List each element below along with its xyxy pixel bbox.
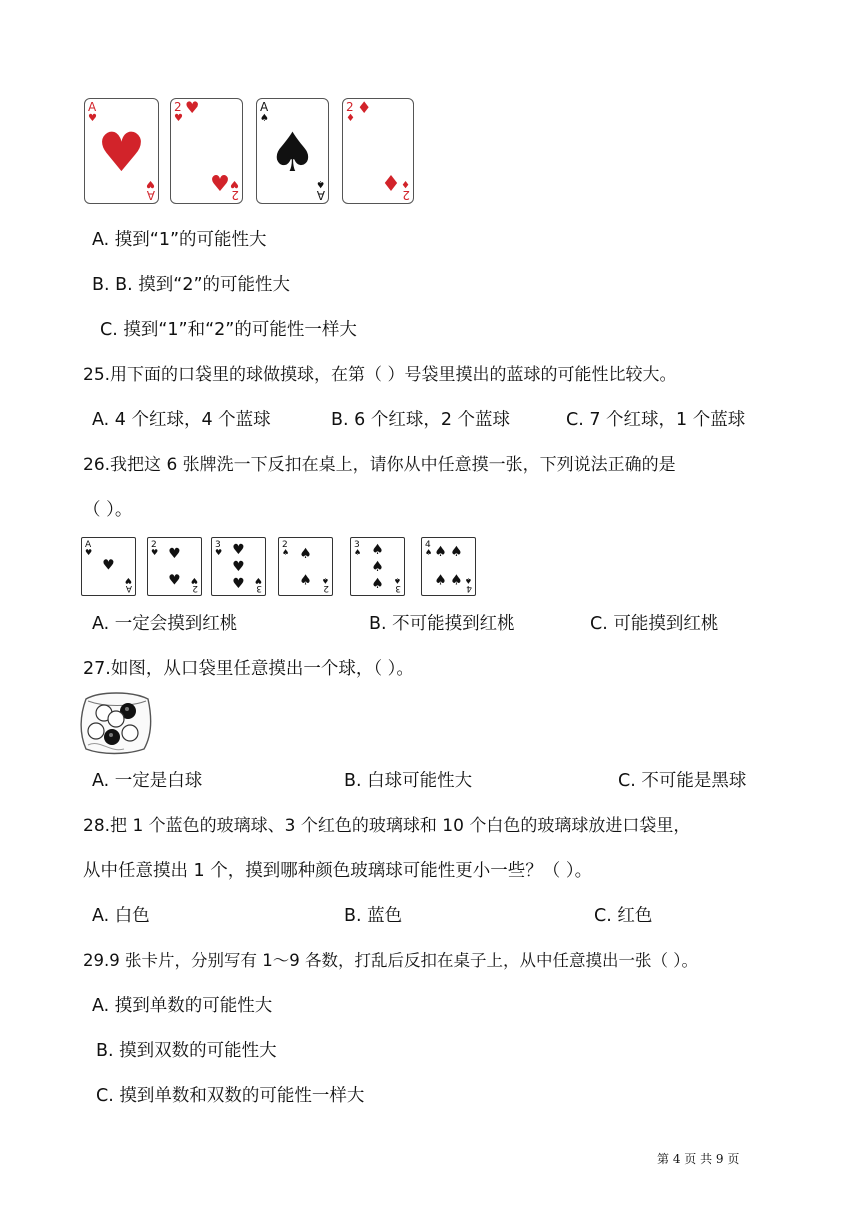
card-rank: 2 bbox=[323, 583, 329, 593]
spade-icon: ♠ bbox=[393, 576, 401, 585]
card-face bbox=[351, 538, 404, 595]
heart-icon: ♥ bbox=[124, 576, 132, 585]
heart-icon: ♥ bbox=[168, 545, 181, 562]
card-rank: 3 bbox=[395, 583, 401, 593]
q29-option-b: B. 摸到双数的可能性大 bbox=[96, 1041, 277, 1061]
q26-stem-line1: 26.我把这 6 张牌洗一下反扣在桌上，请你从中任意摸一张，下列说法正确的是 bbox=[83, 455, 676, 475]
playing-card bbox=[421, 537, 476, 596]
q26-stem-line2: （ ）。 bbox=[83, 500, 133, 520]
card-rank: A bbox=[88, 100, 97, 114]
diamond-icon: ♦ bbox=[346, 113, 355, 124]
card-rank: A bbox=[85, 540, 92, 550]
card-face bbox=[257, 99, 328, 203]
q27-option-a: A. 一定是白球 bbox=[92, 771, 203, 791]
playing-card bbox=[170, 98, 243, 204]
playing-card bbox=[211, 537, 266, 596]
card-face bbox=[212, 538, 265, 595]
card-face bbox=[82, 538, 135, 595]
q27-stem: 27.如图，从口袋里任意摸出一个球，（ ）。 bbox=[83, 659, 414, 679]
page-footer: 第 4 页 共 9 页 bbox=[657, 1152, 740, 1166]
card-rank: 2 bbox=[174, 100, 182, 114]
heart-icon: ♥ bbox=[232, 576, 245, 593]
card-face bbox=[148, 538, 201, 595]
diamond-icon: ♦ bbox=[381, 172, 401, 197]
spade-icon: ♠ bbox=[434, 572, 447, 589]
spade-icon: ♠ bbox=[434, 544, 447, 561]
spade-icon: ♠ bbox=[354, 548, 362, 557]
heart-icon: ♥ bbox=[230, 178, 239, 189]
q29-option-a: A. 摸到单数的可能性大 bbox=[92, 996, 273, 1016]
spade-icon: ♠ bbox=[371, 576, 384, 593]
card-rank: A bbox=[146, 188, 155, 202]
heart-icon: ♥ bbox=[88, 113, 97, 124]
diamond-icon: ♦ bbox=[357, 99, 372, 117]
spade-icon: ♠ bbox=[268, 121, 317, 184]
q28-option-a: A. 白色 bbox=[92, 906, 150, 926]
card-rank: 2 bbox=[231, 188, 239, 202]
card-rank: A bbox=[260, 100, 269, 114]
playing-card bbox=[342, 98, 414, 204]
heart-icon: ♥ bbox=[174, 113, 183, 124]
card-rank: 3 bbox=[215, 540, 221, 550]
card-rank: 3 bbox=[256, 583, 262, 593]
heart-icon: ♥ bbox=[232, 541, 245, 558]
playing-card bbox=[81, 537, 136, 596]
spade-icon: ♠ bbox=[282, 548, 290, 557]
card-rank: 2 bbox=[282, 540, 288, 550]
q24-option-c: C. 摸到“1”和“2”的可能性一样大 bbox=[100, 320, 357, 340]
spade-icon: ♠ bbox=[299, 572, 312, 589]
q28-option-c: C. 红色 bbox=[594, 906, 653, 926]
spade-icon: ♠ bbox=[464, 576, 472, 585]
q27-option-c: C. 不可能是黑球 bbox=[618, 771, 747, 791]
card-face bbox=[343, 99, 413, 203]
spade-icon: ♠ bbox=[371, 559, 384, 576]
q26-option-c: C. 可能摸到红桃 bbox=[590, 614, 719, 634]
card-rank: A bbox=[125, 583, 132, 593]
playing-card bbox=[278, 537, 333, 596]
q25-option-b: B. 6 个红球，2 个蓝球 bbox=[331, 410, 511, 430]
card-rank: 2 bbox=[346, 100, 354, 114]
card-rank: 2 bbox=[192, 583, 198, 593]
playing-card bbox=[256, 98, 329, 204]
card-rank: 4 bbox=[466, 583, 472, 593]
ball-bag-image bbox=[80, 691, 152, 755]
heart-icon: ♥ bbox=[254, 576, 262, 585]
q25-option-c: C. 7 个红球，1 个蓝球 bbox=[566, 410, 746, 430]
diamond-icon: ♦ bbox=[401, 178, 410, 189]
spade-icon: ♠ bbox=[450, 572, 463, 589]
q24-option-a: A. 摸到“1”的可能性大 bbox=[92, 230, 267, 250]
heart-icon: ♥ bbox=[151, 548, 159, 557]
heart-icon: ♥ bbox=[85, 548, 93, 557]
card-rank: 2 bbox=[402, 188, 410, 202]
spade-icon: ♠ bbox=[425, 548, 433, 557]
spade-icon: ♠ bbox=[316, 178, 325, 189]
heart-icon: ♥ bbox=[185, 99, 200, 117]
spade-icon: ♠ bbox=[299, 545, 312, 562]
heart-icon: ♥ bbox=[210, 172, 230, 197]
card-rank: 3 bbox=[354, 540, 360, 550]
card-face bbox=[279, 538, 332, 595]
q26-option-b: B. 不可能摸到红桃 bbox=[369, 614, 515, 634]
card-face bbox=[85, 99, 158, 203]
heart-icon: ♥ bbox=[97, 121, 146, 184]
heart-icon: ♥ bbox=[168, 572, 181, 589]
q28-stem-line2: 从中任意摸出 1 个，摸到哪种颜色玻璃球可能性更小一些？（ ）。 bbox=[83, 861, 593, 881]
card-face bbox=[422, 538, 475, 595]
q28-option-b: B. 蓝色 bbox=[344, 906, 403, 926]
q29-stem: 29.9 张卡片，分别写有 1～9 各数，打乱后反扣在桌子上，从中任意摸出一张（ ）。 bbox=[83, 951, 698, 970]
heart-icon: ♥ bbox=[232, 559, 245, 576]
card-rank: 2 bbox=[151, 540, 157, 550]
q29-option-c: C. 摸到单数和双数的可能性一样大 bbox=[96, 1086, 365, 1106]
heart-icon: ♥ bbox=[146, 178, 155, 189]
q26-option-a: A. 一定会摸到红桃 bbox=[92, 614, 238, 634]
spade-icon: ♠ bbox=[450, 544, 463, 561]
heart-icon: ♥ bbox=[215, 548, 223, 557]
q24-option-b: B. B. 摸到“2”的可能性大 bbox=[92, 275, 291, 295]
heart-icon: ♥ bbox=[102, 557, 115, 574]
spade-icon: ♠ bbox=[260, 113, 269, 124]
heart-icon: ♥ bbox=[190, 576, 198, 585]
q28-stem-line1: 28.把 1 个蓝色的玻璃球、3 个红色的玻璃球和 10 个白色的玻璃球放进口袋里， bbox=[83, 816, 691, 836]
spade-icon: ♠ bbox=[321, 576, 329, 585]
q27-option-b: B. 白球可能性大 bbox=[344, 771, 473, 791]
q25-stem: 25.用下面的口袋里的球做摸球，在第（ ）号袋里摸出的蓝球的可能性比较大。 bbox=[83, 365, 677, 385]
card-rank: A bbox=[316, 188, 325, 202]
playing-card bbox=[84, 98, 159, 204]
card-rank: 4 bbox=[425, 540, 431, 550]
playing-card bbox=[147, 537, 202, 596]
q25-option-a: A. 4 个红球，4 个蓝球 bbox=[92, 410, 271, 430]
card-face bbox=[171, 99, 242, 203]
playing-card bbox=[350, 537, 405, 596]
spade-icon: ♠ bbox=[371, 541, 384, 558]
